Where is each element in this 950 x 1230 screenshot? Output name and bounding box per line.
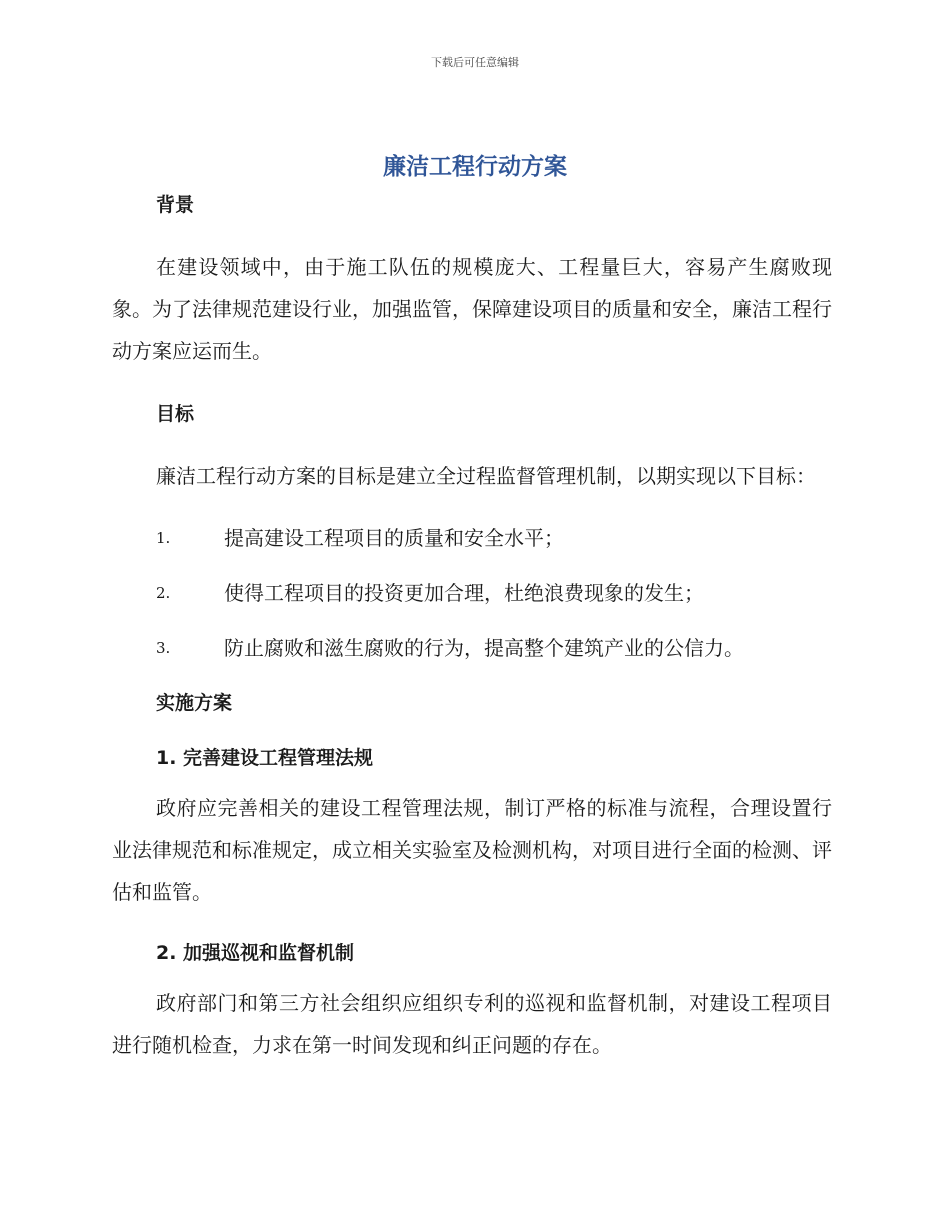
paragraph-subsection-1: 政府应完善相关的建设工程管理法规，制订严格的标准与流程，合理设置行业法律规范和标准规定，成立相关实验室及检测机构，对项目进行全面的检测、评估和监管。 <box>112 796 832 904</box>
list-item-text: 使得工程项目的投资更加合理，杜绝浪费现象的发生； <box>224 581 704 605</box>
list-item <box>112 578 832 608</box>
section-heading-goals: 目标 <box>156 403 195 425</box>
list-item-number: 3. <box>156 639 171 657</box>
header-note: 下载后可任意编辑 <box>431 56 519 69</box>
section-heading-implementation: 实施方案 <box>156 692 233 714</box>
document-body <box>112 190 832 1066</box>
paragraph-goals-intro: 廉洁工程行动方案的目标是建立全过程监督管理机制，以期实现以下目标： <box>156 464 816 488</box>
subsection-heading-1: 1. 完善建设工程管理法规 <box>156 747 374 769</box>
paragraph-background: 在建设领域中，由于施工队伍的规模庞大、工程量巨大，容易产生腐败现象。为了法律规范建设行业，加强监管，保障建设项目的质量和安全，廉洁工程行动方案应运而生。 <box>112 255 832 363</box>
section-heading-background: 背景 <box>156 194 195 216</box>
page-title: 廉洁工程行动方案 <box>383 154 567 180</box>
list-item <box>112 523 832 553</box>
list-item-text: 提高建设工程项目的质量和安全水平； <box>224 526 564 550</box>
list-item-text: 防止腐败和滋生腐败的行为，提高整个建筑产业的公信力。 <box>224 636 744 660</box>
list-item-number: 2. <box>156 584 171 602</box>
list-item <box>112 633 832 663</box>
paragraph-subsection-2: 政府部门和第三方社会组织应组织专利的巡视和监督机制，对建设工程项目进行随机检查，力求在第一时间发现和纠正问题的存在。 <box>112 991 832 1057</box>
list-item-number: 1. <box>156 529 171 547</box>
subsection-heading-2: 2. 加强巡视和监督机制 <box>156 942 355 964</box>
